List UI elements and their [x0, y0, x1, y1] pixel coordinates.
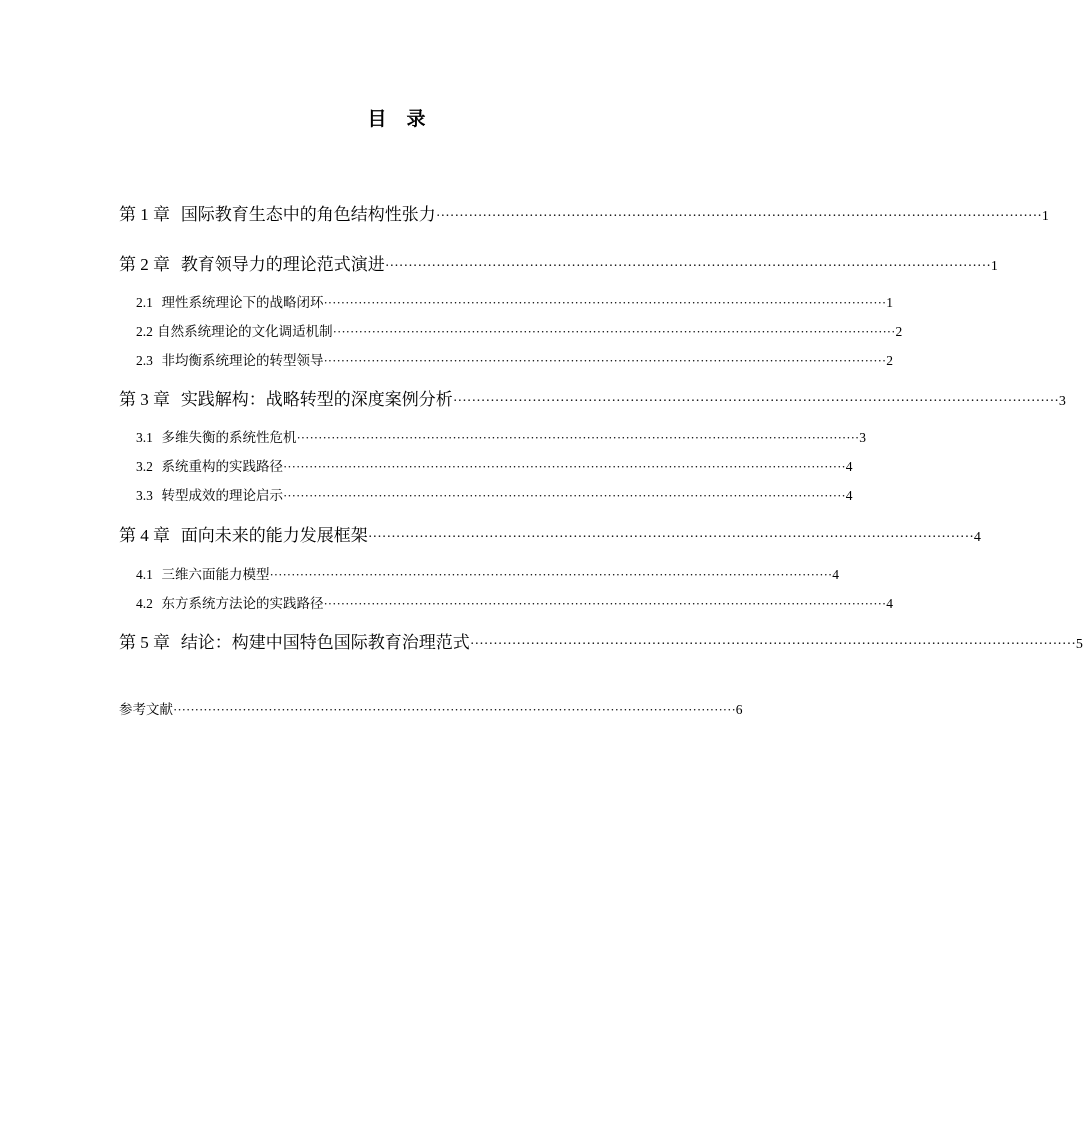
- title-char-1: 目: [367, 108, 387, 130]
- title-char-2: 录: [406, 108, 426, 130]
- page-number: 2: [895, 324, 903, 339]
- toc-section-2-3[interactable]: [136, 349, 894, 369]
- toc-entry-label: 2.3 非均衡系统理论的转型领导: [136, 353, 324, 369]
- toc-entry-label: 参考文献: [119, 702, 173, 718]
- dot-leader: ··································································································································: [384, 259, 991, 274]
- dot-leader: ··································································································································: [435, 209, 1042, 224]
- toc-entry-label: 3.3 转型成效的理论启示: [136, 488, 283, 504]
- toc-entry-label: 4.2 东方系统方法论的实践路径: [136, 596, 324, 612]
- toc-section-4-2[interactable]: [136, 592, 894, 612]
- toc-chapter-5[interactable]: [119, 628, 1083, 653]
- dot-leader: ··································································································································: [323, 353, 887, 368]
- page-number: 3: [859, 430, 867, 445]
- toc-references[interactable]: [119, 698, 743, 718]
- page-number: 6: [735, 702, 743, 717]
- page-number: 4: [845, 488, 853, 503]
- toc-entry-label: 3.1 多维失衡的系统性危机: [136, 430, 297, 446]
- toc-section-4-1[interactable]: [136, 563, 840, 583]
- toc-entry-label: 第 3 章 实践解构：战略转型的深度案例分析: [119, 390, 453, 410]
- toc-chapter-4[interactable]: [119, 521, 981, 546]
- page-number: 4: [886, 596, 894, 611]
- toc-chapter-1[interactable]: [119, 200, 1049, 225]
- page-number: 4: [973, 530, 981, 545]
- toc-chapter-3[interactable]: [119, 385, 1066, 410]
- toc-section-2-2[interactable]: [136, 320, 903, 340]
- page-title: [0, 104, 793, 131]
- dot-leader: ··································································································································: [469, 637, 1076, 652]
- dot-leader: ··································································································································: [323, 295, 887, 310]
- page-number: 1: [886, 295, 894, 310]
- dot-leader: ··································································································································: [296, 430, 860, 445]
- dot-leader: ··································································································································: [173, 702, 736, 717]
- toc-section-3-1[interactable]: [136, 426, 867, 446]
- dot-leader: ··································································································································: [269, 567, 833, 582]
- toc-entry-label: 4.1 三维六面能力模型: [136, 567, 270, 583]
- toc-entry-label: 2.1 理性系统理论下的战略闭环: [136, 295, 324, 311]
- toc-chapter-2[interactable]: [119, 250, 998, 275]
- page-number: 3: [1058, 394, 1066, 409]
- toc-section-2-1[interactable]: [136, 291, 894, 311]
- page-number: 4: [832, 567, 840, 582]
- dot-leader: ··································································································································: [282, 488, 846, 503]
- dot-leader: ··································································································································: [367, 530, 974, 545]
- toc-entry-label: 第 1 章 国际教育生态中的角色结构性张力: [119, 205, 436, 225]
- toc-section-3-3[interactable]: [136, 484, 853, 504]
- page-number: 4: [845, 459, 853, 474]
- dot-leader: ··································································································································: [282, 459, 846, 474]
- dot-leader: ··································································································································: [332, 324, 896, 339]
- dot-leader: ··································································································································: [452, 394, 1059, 409]
- toc-section-3-2[interactable]: [136, 455, 853, 475]
- toc-entry-label: 3.2 系统重构的实践路径: [136, 459, 283, 475]
- toc-entry-label: 第 4 章 面向未来的能力发展框架: [119, 526, 368, 546]
- page-number: 1: [1041, 209, 1049, 224]
- page-number: 2: [886, 353, 894, 368]
- toc-entry-label: 第 2 章 教育领导力的理论范式演进: [119, 255, 385, 275]
- page-number: 1: [990, 259, 998, 274]
- dot-leader: ··································································································································: [323, 596, 887, 611]
- toc-entry-label: 第 5 章 结论：构建中国特色国际教育治理范式: [119, 633, 470, 653]
- page-number: 5: [1075, 637, 1083, 652]
- toc-entry-label: 2.2 自然系统理论的文化调适机制: [136, 324, 333, 340]
